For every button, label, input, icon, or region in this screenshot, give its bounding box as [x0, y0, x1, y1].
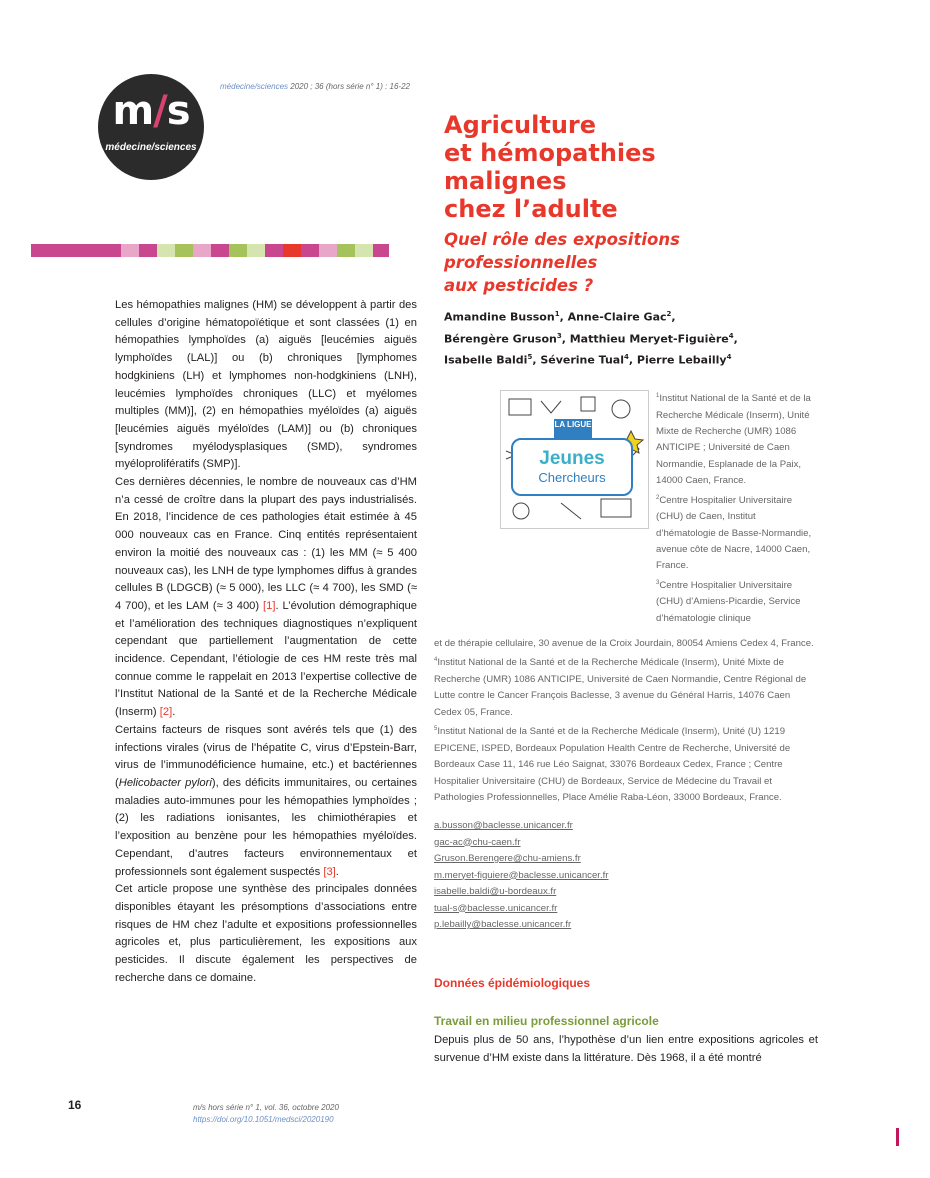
affiliations-narrow	[656, 388, 816, 627]
logo-text-jeunes: Jeunes	[539, 448, 605, 469]
species-name: Helicobacter pylori	[118, 776, 212, 789]
affiliation	[434, 721, 820, 806]
strip-segment	[301, 244, 319, 257]
affiliation	[656, 388, 816, 490]
strip-segment	[103, 244, 121, 257]
journal-name: médecine/sciences	[220, 82, 289, 91]
affiliation	[434, 652, 820, 721]
paragraph	[115, 474, 417, 722]
title-line: et hémopathies	[444, 139, 656, 167]
affiliation-number: 1	[656, 393, 660, 399]
footer-issue: m/s hors série n° 1, vol. 36, octobre 2020	[193, 1103, 339, 1112]
email-list	[434, 818, 814, 934]
strip-segment	[247, 244, 265, 257]
affiliation	[656, 575, 816, 627]
email-link[interactable]: m.meryet-figuiere@baclesse.unicancer.fr	[434, 869, 609, 881]
strip-segment	[337, 244, 355, 257]
page-edge-mark	[896, 1128, 899, 1146]
body-text-right: Depuis plus de 50 ans, l’hypothèse d’un lien entre expositions agricoles et survenue d’HM existe dans la littérature. Dès 1968, il a été montré	[434, 1034, 818, 1064]
author-name: , Matthieu Meryet-Figuière	[561, 332, 729, 346]
strip-segment	[31, 244, 49, 257]
journal-reference	[220, 82, 410, 91]
strip-segment	[373, 244, 389, 257]
affiliation-text: Centre Hospitalier Universitaire (CHU) de Caen, Institut d’hématologie de Basse-Normandie, avenue côte de Nacre, 14000 Caen, France.	[656, 494, 812, 572]
email-link[interactable]: isabelle.baldi@u-bordeaux.fr	[434, 886, 557, 897]
affiliation-mark: 4	[728, 331, 734, 340]
citation-link[interactable]: [3]	[323, 865, 336, 878]
affiliation-text: Institut National de la Santé et de la Recherche Médicale (Inserm), Unité Mixte de Recherche (UMR) 1086 ANTICIPE, Université de Caen Normandie, Centre Régional de Lutte contre le Cancer François Baclesse, 3 avenue du Général Harris, 14076 Caen Cedex 05, France.	[434, 657, 807, 718]
logo-name: médecine/sciences	[105, 142, 197, 153]
citation-link[interactable]: [2]	[159, 706, 173, 719]
strip-segment	[49, 244, 67, 257]
strip-segment	[67, 244, 85, 257]
paragraph: Cet article propose une synthèse des principales données disponibles étayant les présomptions d’associations entre risques de HM chez l’adulte et expositions professionnelles agricoles et, plus particulièrement, les expositions aux pesticides. Il discute également les perspectives de recherche dans ce domaine.	[115, 883, 417, 984]
strip-segment	[175, 244, 193, 257]
affiliation-number: 5	[434, 726, 438, 733]
affiliations-wide	[434, 636, 820, 806]
paragraph-text: ), des déficits immunitaires, ou certaines maladies auto-immunes pour les hémopathies lymphoïdes ; (2) les radiations ionisantes, les chimiothérapies et l’exposition au benzène pour les hémopathies myéloïdes. Cependant, d’autres facteurs environnementaux et professionnels sont également suspectés	[115, 776, 417, 878]
author-name: Bérengère Gruson	[444, 332, 557, 346]
affiliation-mark: 4	[726, 353, 732, 362]
paragraph-text: .	[335, 865, 339, 878]
strip-segment	[265, 244, 283, 257]
strip-segment	[139, 244, 157, 257]
strip-segment	[319, 244, 337, 257]
footer-reference	[193, 1102, 339, 1126]
logo-slash: /	[153, 88, 167, 134]
page-number: 16	[68, 1098, 82, 1112]
strip-segment	[121, 244, 139, 257]
title-line: chez l’adulte	[444, 195, 618, 223]
citation-link[interactable]: [1]	[263, 599, 276, 612]
strip-segment	[229, 244, 247, 257]
title-line: malignes	[444, 167, 567, 195]
subtitle-line: aux pesticides ?	[444, 276, 594, 295]
ligue-badge: LA LIGUE	[554, 419, 592, 443]
logo-s: s	[166, 88, 190, 134]
paragraph-text: . L’évolution démographique et l’amélioration des techniques diagnostiques n’expliquent cependant que partiellement l’augmentation de cette incidence. Cependant, l’étiologie de ces HM reste très mal connue comme le rappelait en 2013 l’expertise collective de l’Institut National de la Santé et de la Recherche Médicale (Inserm)	[115, 599, 417, 719]
logo-m: m	[112, 88, 154, 134]
body-text-left	[115, 297, 417, 987]
email-link[interactable]: p.lebailly@baclesse.unicancer.fr	[434, 919, 572, 930]
journal-issue: 2020 ; 36 (hors série n° 1) : 16-22	[288, 82, 410, 91]
subtitle-line: Quel rôle des expositions	[444, 230, 680, 249]
affiliation-text: Institut National de la Santé et de la Recherche Médicale (Inserm), Unité (U) 1219 EPICENE, ISPED, Bordeaux Population Health Centre de Recherche, Université de Bordeaux Case 11, 146 rue Léo Saignat, 33076 Bordeaux Cedex, France ; Centre Hospitalier Universitaire (CHU) de Bordeaux, Service de Médecine du Travail et Pathologies Professionnelles, Place Amélie Raba-Léon, 33000 Bordeaux, France.	[434, 726, 791, 804]
affiliation-mark: 1	[554, 310, 560, 318]
affiliation	[656, 490, 816, 575]
affiliation-mark: 4	[624, 353, 629, 362]
affiliation-text: et de thérapie cellulaire, 30 avenue de la Croix Jourdain, 80054 Amiens Cedex 4, France.	[434, 638, 814, 649]
affiliation-number: 4	[434, 657, 438, 664]
author-name: Amandine Busson	[444, 310, 555, 324]
strip-segment	[283, 244, 301, 257]
subsection-heading: Travail en milieu professionnel agricole	[434, 1014, 659, 1028]
section-heading: Données épidémiologiques	[434, 976, 591, 990]
paragraph-text: Ces dernières décennies, le nombre de nouveaux cas d’HM n’a cessé de croître dans la plupart des pays industrialisés. En 2018, l’incidence de ces pathologies était estimée à 45 000 nouveaux cas en France. Cinq entités représentaient environ la moitié des nouveaux cas : (1) les MM (≈ 5 400 nouveaux cas), les LNH de type lymphomes diffus à grandes cellules B (LDGCB) (≈ 5 000), les LLC (≈ 4 700), les SMD (≈ 4 700), et les LAM (≈ 3 400)	[115, 476, 417, 612]
strip-segment	[157, 244, 175, 257]
author-name: , Pierre Lebailly	[628, 353, 727, 367]
affiliation-mark: 2	[666, 310, 672, 318]
paragraph: Les hémopathies malignes (HM) se développent à partir des cellules d’origine hématopoïétique et sont classées (1) en hémopathies lymphoïdes (a) aiguës [leucémies aiguës lymphoïdes (LAL)] ou (b) chroniques [lymphomes hodgkiniens (LH) et lymphomes non-hodgkiniens (LNH), leucémies lymphoïdes chroniques (LLC) et myélomes multiples (MM)], (2) en hémopathies myéloïdes (a) aiguës [leucémies aiguës myéloïdes (LAM)] ou (b) chroniques [syndromes myélodysplasiques (SMD), syndromes myéloprolifératifs (SMP)].	[115, 299, 417, 471]
paragraph	[115, 722, 417, 881]
affiliation-text: Institut National de la Santé et de la Recherche Médicale (Inserm), Unité Mixte de Recherche (UMR) 1086 ANTICIPE ; Université de Caen Normandie, Esplanade de la Paix, 14000 Caen, France.	[656, 393, 811, 487]
strip-segment	[85, 244, 103, 257]
journal-logo	[98, 74, 204, 180]
author-name: Isabelle Baldi	[444, 353, 528, 367]
email-link[interactable]: gac-ac@chu-caen.fr	[434, 836, 521, 848]
article-title	[444, 111, 864, 223]
affiliation-text: Centre Hospitalier Universitaire (CHU) d’Amiens-Picardie, Service d’hématologie clinique	[656, 580, 801, 624]
email-link[interactable]: a.busson@baclesse.unicancer.fr	[434, 820, 573, 831]
strip-segment	[355, 244, 373, 257]
affiliation-number: 2	[656, 494, 660, 501]
paragraph-text: .	[172, 706, 176, 719]
email-link[interactable]: tual-s@baclesse.unicancer.fr	[434, 902, 558, 914]
jeunes-chercheurs-logo	[511, 438, 633, 496]
jeunes-chercheurs-illustration	[500, 390, 649, 529]
strip-segment	[193, 244, 211, 257]
logo-text-chercheurs: Chercheurs	[538, 470, 606, 485]
strip-segment	[211, 244, 229, 257]
logo-mark	[98, 88, 204, 134]
email-link[interactable]: Gruson.Berengere@chu-amiens.fr	[434, 853, 581, 864]
subtitle-line: professionnelles	[444, 253, 598, 272]
affiliation-number: 3	[656, 579, 660, 586]
color-strip	[31, 244, 389, 257]
article-subtitle	[444, 228, 864, 297]
paragraph-text: Certains facteurs de risques sont avérés tels que (1) des infections virales (virus de l’hépatite C, virus d’Epstein-Barr, virus de l’immunodéficience humaine, etc.) et bactériennes (	[115, 723, 417, 789]
author-name: , Anne-Claire Gac	[559, 310, 667, 324]
title-line: Agriculture	[444, 111, 597, 139]
doi-link[interactable]: https://doi.org/10.1051/medsci/2020190	[193, 1115, 334, 1124]
affiliation-mark: 5	[527, 353, 533, 362]
affiliation-mark: 3	[556, 331, 562, 340]
author-list: Amandine Busson$^1$, Anne-Claire Gac$^2$, Bérengère Gruson$^3$, Matthieu Meryet-Figuière$^4$, Isabelle Baldi$^5$, Séverine Tual$^4$, Pierre Lebailly$^4$	[444, 310, 738, 367]
author-name: , Séverine Tual	[532, 353, 624, 367]
